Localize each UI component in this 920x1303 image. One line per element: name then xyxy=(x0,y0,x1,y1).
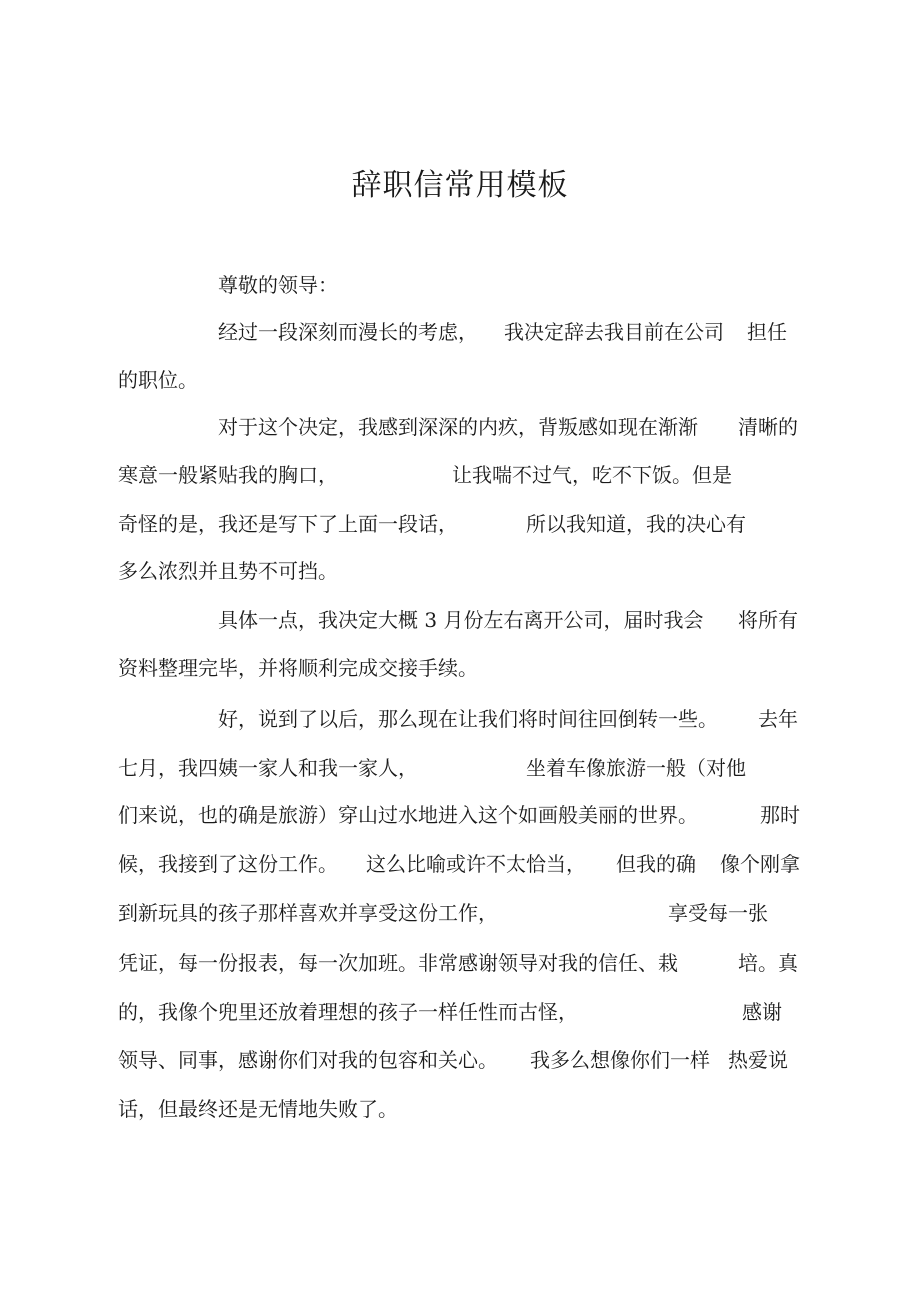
text-line xyxy=(760,805,800,825)
text-segment: 热爱说 xyxy=(728,1048,788,1072)
text-segment: 我决定辞去我目前在公司 xyxy=(504,320,724,344)
text-line xyxy=(526,758,746,778)
text-line xyxy=(616,854,696,874)
text-line xyxy=(526,514,746,534)
text-segment: 奇怪的是，我还是写下了上面一段话， xyxy=(118,512,458,536)
text-line xyxy=(747,322,787,342)
text-segment: 让我喘不过气，吃不下饭。但是 xyxy=(452,463,732,487)
text-segment: 对于这个决定，我感到深深的内疚，背叛感如现在渐渐 xyxy=(218,415,698,439)
text-line xyxy=(118,1099,398,1119)
text-segment: 寒意一般紧贴我的胸口， xyxy=(118,463,338,487)
text-line xyxy=(738,610,798,630)
text-line xyxy=(218,709,718,729)
text-line xyxy=(738,417,798,437)
text-segment: 所以我知道，我的决心有 xyxy=(526,512,746,536)
text-line xyxy=(118,658,478,678)
text-segment: 清晰的 xyxy=(738,415,798,439)
text-segment: 这么比喻或许不太恰当， xyxy=(366,852,586,876)
text-line xyxy=(118,854,338,874)
text-line xyxy=(118,953,678,973)
text-line xyxy=(720,854,800,874)
text-segment: 七月，我四姨一家人和我一家人， xyxy=(118,756,418,780)
text-segment: 们来说，也的确是旅游）穿山过水地进入这个如画般美丽的世界。 xyxy=(118,803,698,827)
text-segment: 去年 xyxy=(758,707,798,731)
text-line xyxy=(118,805,698,825)
text-line xyxy=(118,1002,578,1022)
text-line xyxy=(758,709,798,729)
text-segment: 候，我接到了这份工作。 xyxy=(118,852,338,876)
text-line xyxy=(218,322,478,342)
text-line xyxy=(118,514,458,534)
text-segment: 的，我像个兜里还放着理想的孩子一样任性而古怪， xyxy=(118,1000,578,1024)
text-segment: 尊敬的领导： xyxy=(218,273,338,297)
text-segment: 那时 xyxy=(760,803,800,827)
text-segment: 坐着车像旅游一般（对他 xyxy=(526,756,746,780)
text-segment: 话，但最终还是无情地失败了。 xyxy=(118,1097,398,1121)
text-line xyxy=(118,903,498,923)
text-line xyxy=(118,561,338,581)
text-line xyxy=(668,903,768,923)
text-segment: 我多么想像你们一样 xyxy=(530,1048,710,1072)
text-segment: 资料整理完毕，并将顺利完成交接手续。 xyxy=(118,656,478,680)
text-segment: 到新玩具的孩子那样喜欢并享受这份工作， xyxy=(118,901,498,925)
text-line xyxy=(504,322,724,342)
text-line xyxy=(738,953,798,973)
text-line xyxy=(218,275,338,295)
text-segment: 具体一点，我决定大概 3 月份左右离开公司，届时我会 xyxy=(218,608,704,632)
text-line xyxy=(742,1002,782,1022)
text-line xyxy=(366,854,586,874)
text-line xyxy=(728,1050,788,1070)
text-line xyxy=(530,1050,710,1070)
text-line xyxy=(118,465,338,485)
text-line xyxy=(218,417,698,437)
text-segment: 经过一段深刻而漫长的考虑， xyxy=(218,320,478,344)
text-segment: 感谢 xyxy=(742,1000,782,1024)
text-line xyxy=(452,465,732,485)
text-segment: 凭证，每一份报表，每一次加班。非常感谢领导对我的信任、栽 xyxy=(118,951,678,975)
text-segment: 的职位。 xyxy=(118,368,198,392)
text-line xyxy=(118,1050,498,1070)
text-segment: 领导、同事，感谢你们对我的包容和关心。 xyxy=(118,1048,498,1072)
text-segment: 但我的确 xyxy=(616,852,696,876)
text-line xyxy=(218,610,703,630)
text-segment: 好，说到了以后，那么现在让我们将时间往回倒转一些。 xyxy=(218,707,718,731)
text-segment: 担任 xyxy=(747,320,787,344)
document-title: 辞职信常用模板 xyxy=(351,168,569,203)
text-segment: 培。真 xyxy=(738,951,798,975)
text-segment: 将所有 xyxy=(738,608,798,632)
text-segment: 享受每一张 xyxy=(668,901,768,925)
text-segment: 像个刚拿 xyxy=(720,852,800,876)
text-line xyxy=(118,758,418,778)
text-segment: 多么浓烈并且势不可挡。 xyxy=(118,559,338,583)
text-line xyxy=(118,370,198,390)
